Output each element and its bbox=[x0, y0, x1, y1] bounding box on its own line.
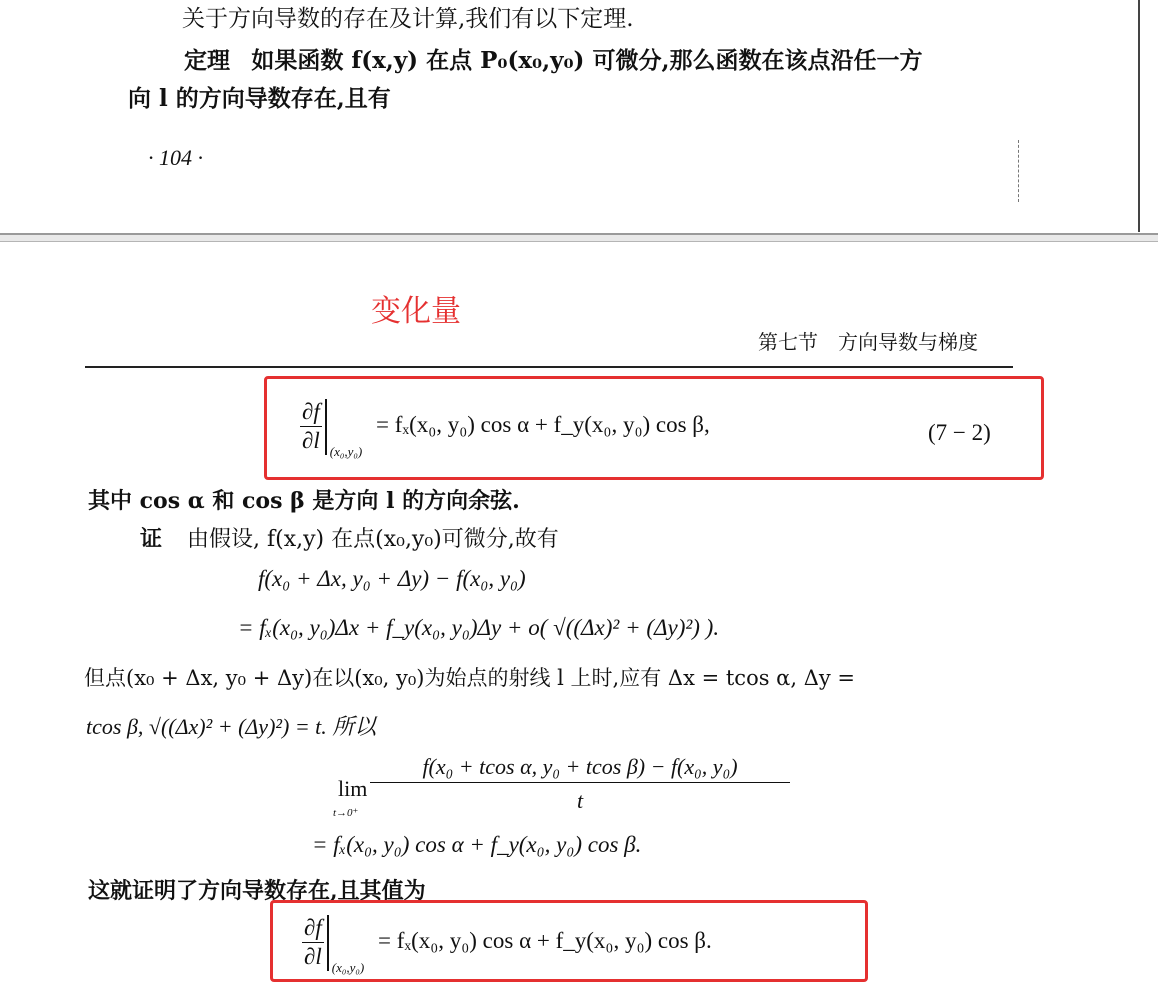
page-divider bbox=[0, 233, 1158, 242]
evaluation-bar bbox=[325, 399, 327, 455]
fraction-numerator-final: ∂f bbox=[302, 914, 324, 943]
intro-line: 关于方向导数的存在及计算,我们有以下定理. bbox=[182, 6, 634, 32]
theorem-text: 如果函数 f(x,y) 在点 P₀(x₀,y₀) 可微分,那么函数在该点沿任一方 bbox=[251, 47, 923, 74]
fraction-denominator: ∂l bbox=[302, 428, 320, 453]
limit-label: lim bbox=[338, 776, 368, 801]
direction-cosine-line: 其中 cos α 和 cos β 是方向 l 的方向余弦. bbox=[88, 488, 520, 514]
ray-condition-line: 但点(x₀ + Δx, y₀ + Δy)在以(x₀, y₀)为始点的射线 l 上时,应有 Δx = tcos α, Δy = bbox=[84, 666, 855, 690]
header-rule bbox=[85, 366, 1013, 368]
page-number: · 104 · bbox=[148, 145, 203, 170]
partial-derivative-fraction-final bbox=[302, 914, 324, 971]
conclusion-line: 这就证明了方向导数存在,且其值为 bbox=[88, 878, 426, 904]
limit-denominator: t bbox=[576, 788, 584, 813]
page-edge-mark bbox=[1018, 140, 1019, 202]
evaluation-bar-final bbox=[327, 915, 329, 971]
limit-result: = fₓ(x₀, y₀) cos α + f_y(x₀, y₀) cos β. bbox=[312, 832, 642, 857]
fraction-numerator: ∂f bbox=[300, 398, 322, 427]
proof-line bbox=[140, 522, 559, 553]
limit-numerator: f(x₀ + tcos α, y₀ + tcos β) − f(x₀, y₀) bbox=[370, 754, 790, 783]
formula-final-rhs: = fₓ(x₀, y₀) cos α + f_y(x₀, y₀) cos β. bbox=[378, 927, 712, 953]
section-header: 第七节 方向导数与梯度 bbox=[758, 330, 978, 354]
limit-subscript: t→0⁺ bbox=[333, 807, 359, 819]
theorem-label: 定理 bbox=[184, 47, 230, 74]
formula-7-2 bbox=[300, 398, 710, 460]
partial-derivative-fraction bbox=[300, 398, 322, 455]
annotation-label: 变化量 bbox=[371, 294, 461, 329]
fraction-denominator-final: ∂l bbox=[304, 944, 322, 969]
equation-number: (7 − 2) bbox=[928, 420, 991, 445]
formula-final bbox=[302, 914, 712, 976]
equation-differential: = fₓ(x₀, y₀)Δx + f_y(x₀, y₀)Δy + o( √((Δx)² + (Δy)²) ). bbox=[238, 615, 720, 640]
formula-rhs: = fₓ(x₀, y₀) cos α + f_y(x₀, y₀) cos β, bbox=[376, 411, 710, 437]
previous-page-fragment bbox=[0, 0, 1158, 232]
equation-difference: f(x₀ + Δx, y₀ + Δy) − f(x₀, y₀) bbox=[258, 566, 526, 591]
t-definition-line: tcos β, √((Δx)² + (Δy)²) = t. 所以 bbox=[86, 714, 377, 739]
evaluation-point-final: (x₀,y₀) bbox=[331, 959, 365, 975]
theorem-line-2: 向 l 的方向导数存在,且有 bbox=[128, 85, 391, 112]
proof-label: 证 bbox=[140, 526, 163, 552]
limit-operator bbox=[338, 776, 367, 802]
proof-text: 由假设, f(x,y) 在点(x₀,y₀)可微分,故有 bbox=[187, 527, 559, 552]
theorem-line-1 bbox=[184, 42, 922, 75]
evaluation-point: (x₀,y₀) bbox=[329, 443, 363, 459]
page-edge bbox=[1138, 0, 1140, 232]
